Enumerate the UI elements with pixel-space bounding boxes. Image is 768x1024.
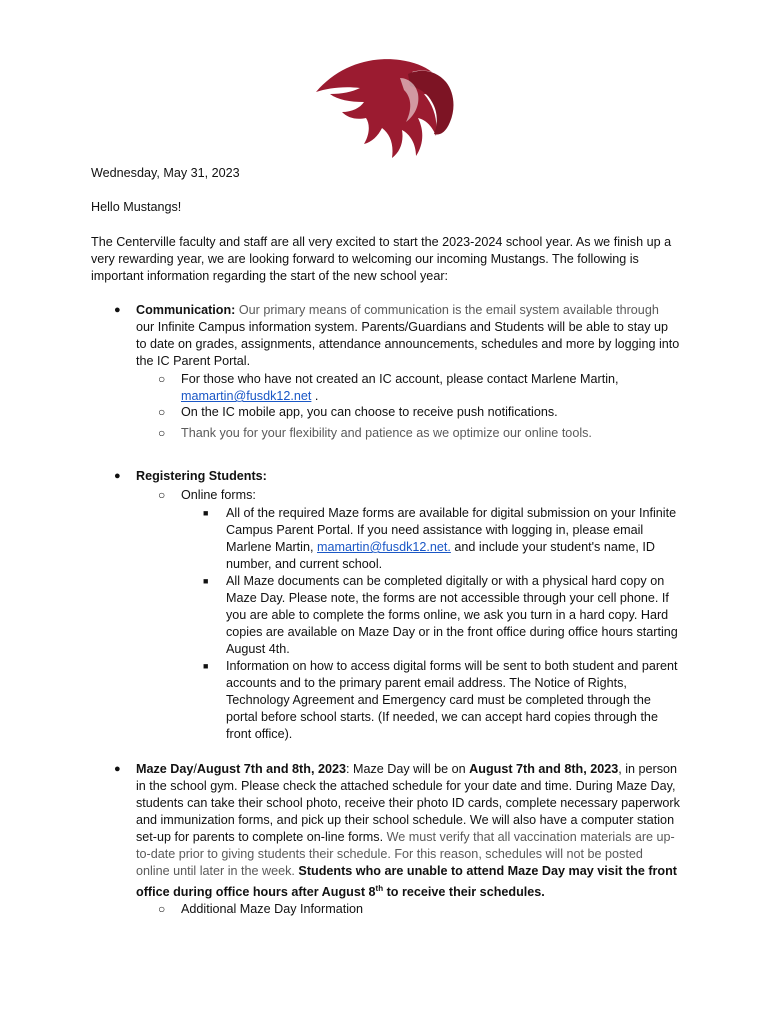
forms-line: number, and current school. (226, 557, 383, 571)
maze-docs-line: All Maze documents can be completed digitally or with a physical hard copy on (226, 574, 665, 588)
mustang-logo (308, 48, 460, 164)
bullet-dot-icon: ● (114, 763, 121, 775)
ic-mobile-text: On the IC mobile app, you can choose to receive push notifications. (181, 405, 558, 419)
communication-line: the IC Parent Portal. (136, 354, 251, 368)
intro-line: important information regarding the start of the new school year: (91, 269, 449, 283)
greeting: Hello Mustangs! (91, 200, 182, 214)
online-forms-label: Online forms: (181, 488, 256, 502)
maze-day-line: set-up for parents to complete on-line forms. We must verify that all vaccination materials are up- (136, 830, 675, 844)
maze-day-line: online until later in the week. Students who are unable to attend Maze Day may visit the front (136, 864, 677, 878)
maze-day-line: and immunization forms, and pick up their school schedule. We will also have a computer station (136, 813, 675, 827)
intro-line: The Centerville faculty and staff are all very excited to start the 2023-2024 school year. As we finish up a (91, 235, 672, 249)
ic-account-text: For those who have not created an IC account, please contact Marlene Martin, (181, 372, 619, 386)
forms-line: Marlene Martin, mamartin@fusdk12.net. and include your student's name, ID (226, 540, 655, 554)
communication-line: our Infinite Campus information system. Parents/Guardians and Students will be able to stay up (136, 320, 669, 334)
forms-line: All of the required Maze forms are available for digital submission on your Infinite (226, 506, 677, 520)
bullet-square-icon: ■ (203, 661, 209, 671)
bullet-circle-icon: ○ (158, 372, 166, 386)
bullet-square-icon: ■ (203, 508, 209, 518)
additional-info-label: Additional Maze Day Information (181, 902, 364, 916)
thank-you-text: Thank you for your flexibility and patience as we optimize our online tools. (181, 426, 592, 440)
maze-day-line: to-date prior to giving students their schedule. For this reason, schedules will not be posted (136, 847, 643, 861)
email-link[interactable]: mamartin@fusdk12.net (181, 389, 312, 403)
digital-forms-line: accounts and to the primary parent email address. The Notice of Rights, (226, 676, 627, 690)
maze-docs-line: Maze Day. Please note, the forms are not accessible through your cell phone. If (226, 591, 669, 605)
communication-line: to date on grades, assignments, attendance announcements, schedules and more by logging into (136, 337, 680, 351)
bullet-circle-icon: ○ (158, 902, 166, 916)
intro-line: very rewarding year, we are looking forward to welcoming our incoming Mustangs. The following is (91, 252, 639, 266)
forms-line: Campus Parent Portal. If you need assistance with logging in, please email (226, 523, 644, 537)
maze-day-line: office during office hours after August 8th to receive their schedules. (136, 884, 545, 900)
digital-forms-line: Information on how to access digital forms will be sent to both student and parent (226, 659, 678, 673)
bullet-dot-icon: ● (114, 304, 121, 316)
bullet-circle-icon: ○ (158, 488, 166, 502)
maze-day-line: in the school gym. Please check the attached schedule for your date and time. During Maze Day, (136, 779, 676, 793)
maze-docs-line: copies are available on Maze Day or in the front office during office hours starting (226, 625, 678, 639)
maze-docs-line: August 4th. (226, 642, 290, 656)
maze-day-line: students can take their school photo, receive their photo ID cards, complete necessary paperwork (136, 796, 680, 810)
maze-day-heading: Maze Day (136, 762, 194, 776)
maze-day-line-1: Maze Day/August 7th and 8th, 2023: Maze Day will be on August 7th and 8th, 2023, in person (136, 762, 678, 776)
bullet-square-icon: ■ (203, 576, 209, 586)
email-link[interactable]: mamartin@fusdk12.net. (317, 540, 451, 554)
digital-forms-line: Technology Agreement and Emergency card must be completed through the (226, 693, 651, 707)
communication-text: Our primary means of communication is the email system available through (235, 303, 659, 317)
digital-forms-line: front office). (226, 727, 293, 741)
bullet-dot-icon: ● (114, 470, 121, 482)
communication-heading: Communication: (136, 303, 236, 317)
bullet-circle-icon: ○ (158, 405, 166, 419)
bullet-circle-icon: ○ (158, 426, 166, 440)
registering-heading: Registering Students: (136, 469, 267, 483)
communication-line-1 (136, 302, 681, 319)
ic-account-contact: mamartin@fusdk12.net . (181, 389, 319, 403)
letter-date: Wednesday, May 31, 2023 (91, 166, 240, 180)
maze-docs-line: you are able to complete the forms online, we ask you turn in a hard copy. Hard (226, 608, 669, 622)
digital-forms-line: portal before school starts. (If needed, we can accept hard copies through the (226, 710, 658, 724)
